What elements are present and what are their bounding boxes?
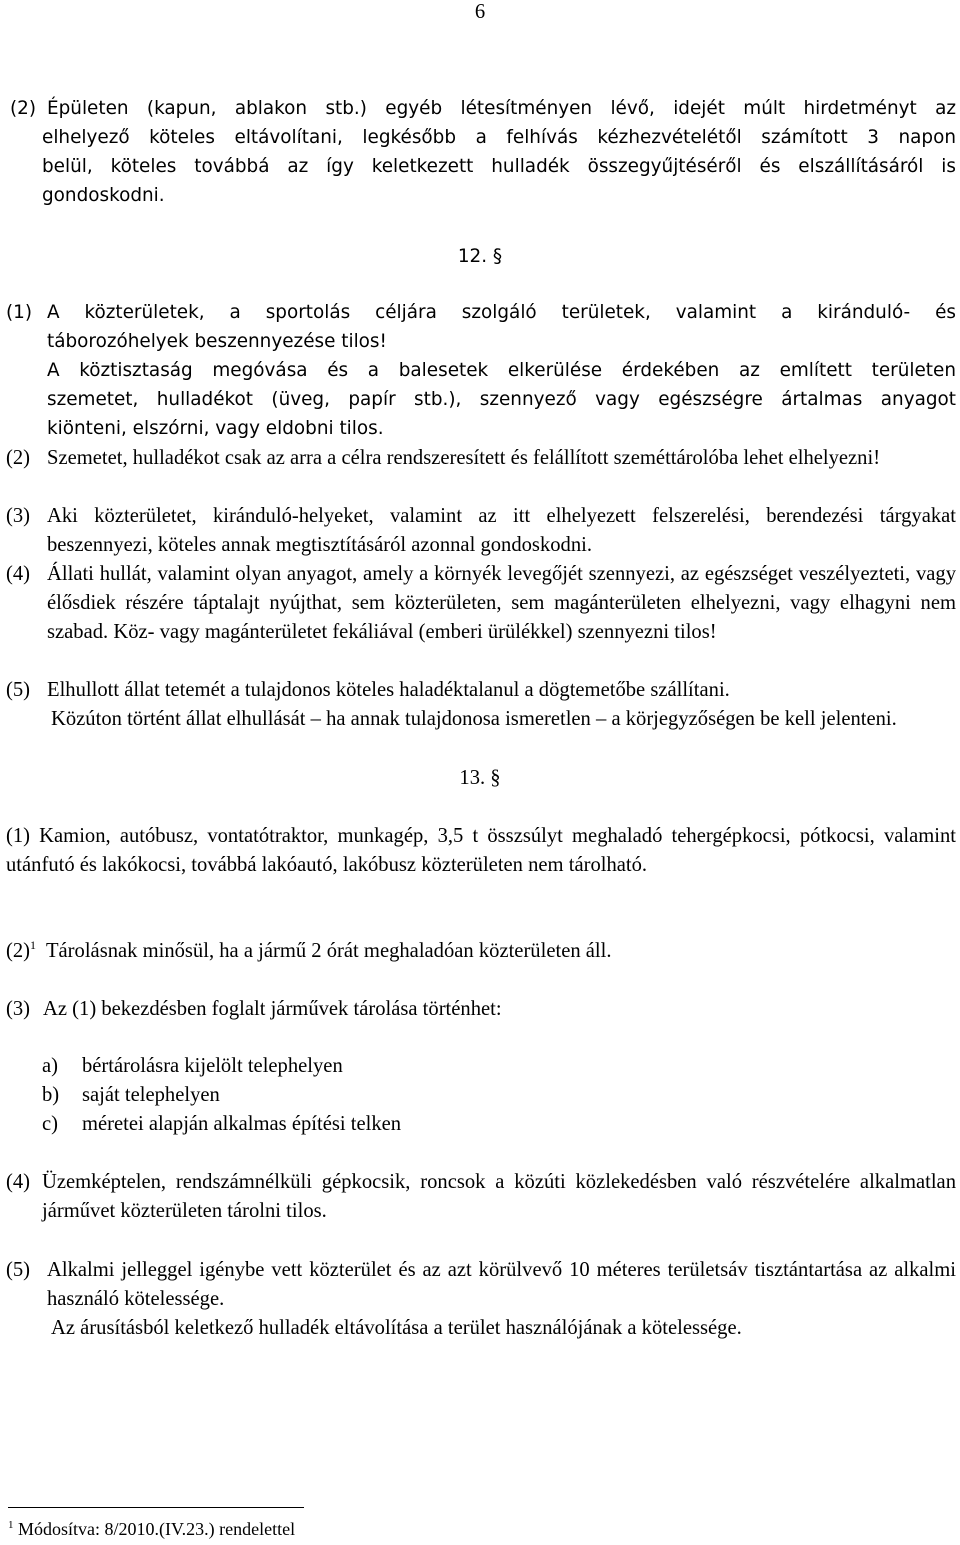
footnote-text: Módosítva: 8/2010.(IV.23.) rendelettel <box>18 1519 296 1539</box>
paragraph-13-2 <box>6 937 956 966</box>
paragraph-11-2-line-4: gondoskodni. <box>42 185 165 206</box>
paragraph-13-5-text-2: Az árusításból keletkező hulladék eltávolítása a terület használójának a kötelessége. <box>51 1317 742 1339</box>
paragraph-12-1-line-4: szemetet, hulladékot (üveg, papír stb.), szennyező vagy egészségre ártalmas anyagot <box>47 389 956 410</box>
paragraph-13-3-number: (3) <box>6 998 31 1020</box>
footnote-marker: 1 <box>8 1519 14 1531</box>
paragraph-12-5-number: (5) <box>6 679 31 701</box>
footnote-reference[interactable]: 1 <box>30 938 37 952</box>
paragraph-11-2-line-1: Épületen (kapun, ablakon stb.) egyéb létesítményen lévő, idejét múlt hirdetményt az <box>47 98 956 119</box>
list-marker: b) <box>42 1084 60 1106</box>
paragraph-11-2-line-2: elhelyező köteles eltávolítani, legkésőbb a felhívás kézhezvételétől számított 3 napon <box>42 127 956 148</box>
paragraph-13-5-text: Alkalmi jelleggel igénybe vett közterület és az azt körülvevő 10 méteres területsáv tisztántartása az alkalmi használó kötelessége. <box>47 1259 956 1310</box>
paragraph-12-4-text: Állati hullát, valamint olyan anyagot, amely a környék levegőjét szennyezi, az egészséget veszélyezteti, vagy élősdiek részére táptalajt nyújthat, sem közterületen, sem magánterületen elhelyezni, vagy elhagyni nem szabad. Köz- vagy magánterületet fekáliával (emberi ürülékkel) szennyezni tilos! <box>47 563 956 643</box>
paragraph-number: (2) <box>10 98 37 119</box>
paragraph-13-4-number: (4) <box>6 1171 31 1193</box>
list-item-a <box>42 1052 942 1081</box>
paragraph-13-4-text: Üzemképtelen, rendszámnélküli gépkocsik, roncsok a közúti közlekedésben való részvételére alkalmatlan járművet közterületen tárolni tilos. <box>42 1171 956 1222</box>
paragraph-13-3-text: Az (1) bekezdésben foglalt járművek tárolása történhet: <box>43 998 502 1020</box>
paragraph-12-2-text: Szemetet, hulladékot csak az arra a célra rendszeresített és felállított szeméttárolóba lehet elhelyezni! <box>47 447 881 469</box>
paragraph-12-1-line-1: A közterületek, a sportolás céljára szolgáló területek, valamint a kiránduló- és <box>47 302 956 323</box>
paragraph-12-2-number: (2) <box>6 447 31 469</box>
paragraph-12-1-line-5: kiönteni, elszórni, vagy eldobni tilos. <box>47 418 384 439</box>
list-text: méretei alapján alkalmas építési telken <box>82 1113 402 1135</box>
list-item-c <box>42 1110 942 1139</box>
paragraph-12-1-line-3: A köztisztaság megóvása és a balesetek elkerülése érdekében az említett területen <box>47 360 956 381</box>
paragraph-number: (2) <box>6 940 31 962</box>
paragraph-text: Tárolásnak minősül, ha a jármű 2 órát meghaladóan közterületen áll. <box>45 940 612 962</box>
section-12-heading: 12. § <box>457 246 503 267</box>
paragraph-13-5-number: (5) <box>6 1259 31 1281</box>
footnote-separator <box>8 1507 304 1508</box>
paragraph-12-5-line-1: Elhullott állat tetemét a tulajdonos köteles haladéktalanul a dögtemetőbe szállítani. <box>47 679 730 701</box>
footnote <box>8 1515 295 1544</box>
page-number: 6 <box>474 1 486 23</box>
list-text: saját telephelyen <box>82 1084 220 1106</box>
list-marker: a) <box>42 1055 58 1077</box>
list-marker: c) <box>42 1113 58 1135</box>
paragraph-12-3-text: Aki közterületet, kiránduló-helyeket, valamint az itt elhelyezett felszerelési, berendezési tárgyakat beszennyezi, köteles annak megtisztításáról azonnal gondoskodni. <box>47 505 956 556</box>
paragraph-13-1-text: (1) Kamion, autóbusz, vontatótraktor, munkagép, 3,5 t összsúlyt meghaladó tehergépkocsi, pótkocsi, valamint utánfutó és lakókocsi, továbbá lakóautó, lakóbusz közterületen nem tárolható. <box>6 825 956 876</box>
list-text: bértárolásra kijelölt telephelyen <box>82 1055 343 1077</box>
paragraph-11-2-line-3: belül, köteles továbbá az így keletkezett hulladék összegyűjtéséről és elszállításáról is <box>42 156 956 177</box>
list-item-b <box>42 1081 942 1110</box>
paragraph-12-1-number: (1) <box>6 302 33 323</box>
section-13-heading: 13. § <box>459 767 501 789</box>
paragraph-12-4-number: (4) <box>6 563 31 585</box>
paragraph-12-1-line-2: táborozóhelyek beszennyezése tilos! <box>47 331 387 352</box>
paragraph-12-5-text-2: Közúton történt állat elhullását – ha annak tulajdonosa ismeretlen – a körjegyzőségen be kell jelenteni. <box>51 708 897 730</box>
paragraph-12-3-number: (3) <box>6 505 31 527</box>
